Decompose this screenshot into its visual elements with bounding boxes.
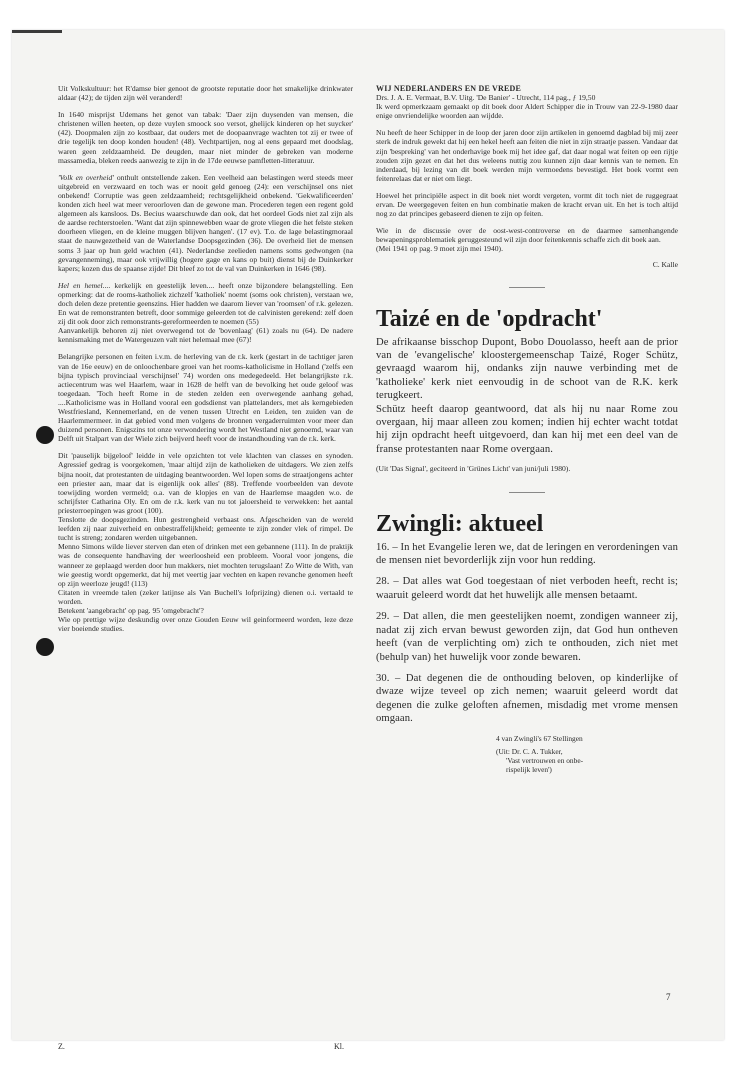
taize-paragraph-2: Schütz heeft daarop geantwoord, dat als hij nu naar Rome zou overgaan, hij maar alleen zou komen; indien hij echter wacht totdat hij zijn opdracht heeft uitgevoerd, dan kan hij met een deel van de franse protestanten naar Rome overgaan. [376, 403, 678, 455]
taize-section [376, 306, 678, 474]
footer-left-initial: Z. [58, 1042, 65, 1051]
credit-line-3: 'Vast vertrouwen en onbe- [506, 756, 584, 766]
zwingli-thesis-28: 28. – Dat alles wat God toegestaan of niet verboden heeft, recht is; waaruit geleerd wordt dat het huwelijk alle mensen betaamt. [376, 576, 678, 601]
punch-hole-top [36, 426, 54, 444]
section-title-hel-en-hemel: Hel en hemel [58, 280, 103, 290]
left-column [58, 84, 353, 641]
zwingli-thesis-29: 29. – Dat allen, die men geestelijken noemt, zondigen wanneer zij, nadat zij zich ervan bewust geworden zijn, dat God hun ontheven heeft (van de verplichting om) zich te onthouden, zich niet met (behulp van) het huwelijk voor zonde bewaren. [376, 611, 678, 663]
page-number: 7 [666, 992, 671, 1002]
paragraph-citaten: Citaten in vreemde talen (zeker latijnse als Van Buchell's lofprijzing) dienen o.i. vertaald te worden. [58, 587, 353, 606]
review-meta: Drs. J. A. E. Vermaat, B.V. Uitg. 'De Banier' - Utrecht, 114 pag., ƒ 19,50 [376, 93, 596, 103]
taize-paragraph-1: De afrikaanse bisschop Dupont, Bobo Douolasso, heeft aan de prior van de 'evangelische' kloostergemeenschap Taizé, Roger Schütz, gevraagd waarom hij, ondanks zijn nauwe verbinding met de 'katholieke' kerk niet eenvoudig in de schoot van de R.K. kerk terugkeert. [376, 336, 678, 402]
review-paragraph-3: Hoewel het principiële aspect in dit boek niet wordt vergeten, vormt dit toch niet de ruggegraat ervan. De weergegeven feiten en hun combinatie maken de kracht ervan uit. En het is toch altijd nog zo dat principes gebaseerd dienen te zijn op feiten. [376, 190, 678, 219]
separator-line-2 [509, 492, 545, 493]
zwingli-section [376, 511, 678, 775]
paragraph-doopsgezinden: Tenslotte de doopsgezinden. Hun gestrengheid verbaast ons. Afgescheiden van de wereld leefden zij naar zuiverheid en onbestraffelijkheid; gemeente te zijn zonder vlek of rimpel. De tucht is streng; zondaren werden uitgebannen. [58, 515, 353, 543]
zwingli-thesis-16: 16. – In het Evangelie leren we, dat de leringen en verordeningen van de mensen niet bevorderlijk zijn voor hun redding. [376, 541, 678, 567]
paragraph-pauselijk-bijgeloof: Dit 'pauselijk bijgeloof' leidde in vele opzichten tot vele klachten van classes en synoden. Agressief gedrag is voorgekomen, 'maar altijd zijn de katholieken de uitdagers. We zien zelfs bijna nooit, dat protestanten de uitdaging beantwoorden. Wel lopen soms de straatjongens achter een priester aan, maar dat is eigenlijk ook alles' (88). Treffende voorbeelden van devote toewijding worden vermeld; o.a. van de klopjes en van de Haarlemse maagden w.o. de schrijfster Catharina Oly. En om de r.k. kerk van nu tot jaloersheid te verwekken: het aantal priesterroepingen was groot (100). [58, 451, 353, 515]
paragraph-volk-body: onthult ontstellende zaken. Een veelheid aan belastingen werd steeds meer uitgebreid en verzwaard en toch was er nooit geld genoeg (24): een verschijnsel ons niet onbekend! Corruptie was geen zeldzaamheid; rechtsgelijkheid onbekend. 'Gekwalificeerden' konden zich heel wat meer veroorloven dan de gewone man. Procederen tegen een regent gold algemeen als kansloos. Ds. Becius waarschuwde dan ook, dat het oordeel Gods niet zal zijn als de aardse rechterstoelen. 'Want dat zijn spinnewebben waar de grote vliegen die het felste steken doorheen vliegen, en de kleine muggen blijven hangen'. (17 ev). T.o. de lage belastingmoraal staat de nauwgezetheid van de Waterlandse Doopsgezinden (36). De overheid liet de mensen soms 3 jaar op hun geld wachten (41). Nederlandse zeelieden namens soms gedwongen (na gevangenneming), maar ook vrijwillig (hogere gage en kans op buit) dienst bij de Duinkerker kapers; kozen dus de spaanse zijde! Dit bleef zo tot de val van Duinkerken in 1646 (98). [58, 172, 353, 273]
taize-heading: Taizé en de 'opdracht' [376, 305, 603, 332]
footer-right-initial: Kl. [334, 1042, 344, 1051]
review-section [376, 84, 678, 269]
separator-line [509, 287, 545, 288]
taize-citation: (Uit 'Das Signal', geciteerd in 'Grünes Licht' van juni/juli 1980). [376, 464, 571, 474]
paragraph-hel-en-hemel [58, 281, 353, 326]
credit-line-4: rispelijk leven') [506, 765, 552, 775]
zwingli-thesis-30: 30. – Dat degenen die de onthouding beloven, op kinderlijke of dwaze wijze teveel op zich nemen; waaruit geleerd wordt dat degenen die zulke geloften afnemen, misdadig met vrome mensen omgaan. [376, 672, 678, 725]
paragraph-aanvankelijk: Aanvankelijk behoren zij niet overwegend tot de 'bovenlaag' (61) zoals nu (64). De nadere kennismaking met de Watergeuzen valt niet helemaal mee (67)! [58, 326, 353, 345]
paragraph-hel-body: .... kerkelijk en geestelijk leven.... heeft onze bijzondere belangstelling. Een opmerking: dat de rooms-katholiek zichzelf 'katholiek' noemt (soms ook christen), verstaan we, doch delen deze pretentie geenszins. Hier hadden we daarom liever van 'roomsen' of r.k. gelezen. En wat de remonstranten betreft, door sommige geleerden tot de calvinisten gerekend: zelf doen zij dit ook door zich remonstrants-gereformeerden te noemen (55) [58, 280, 353, 327]
review-paragraph-1: Ik werd opmerkzaam gemaakt op dit boek door Aldert Schipper die in Trouw van 22-9-1980 daar enige onvriendelijke woorden aan wijdde. [376, 102, 678, 121]
zwingli-heading: Zwingli: aktueel [376, 510, 544, 537]
paragraph-betekent: Betekent 'aangebracht' op pag. 95 'omgebracht'? [58, 605, 204, 615]
page-sheet [12, 30, 724, 1051]
credit-line-1: 4 van Zwingli's 67 Stellingen [496, 733, 583, 743]
review-paragraph-4: Wie in de discussie over de oost-west-controverse en de daarmee samenhangende bewapeningsproblematiek geruggesteund wil zijn door feitenkennis schaffe zich dit boek aan. [376, 226, 678, 245]
section-title-volk-en-overheid: 'Volk en overheid' [58, 172, 114, 182]
paragraph-udemans: In 1640 misprijst Udemans het genot van tabak: 'Daer zijn duysenden van mensen, die christenen willen heeten, op deze vuylen smoock soo versot, ghelijck kinderen op het suycker' (42). Doopmalen zijn zo kostbaar, dat ouders met de doopaanvrage wachten tot zij er twee of drie tegelijk ten doop konden houden! (48). Vechtpartijen, nog al eens gepaard met doodslag, waren geen zeldzaamheid. De deugden, maar niet minder de gebreken van moderne massamedia, bleken reeds aanwezig te zijn in de 17de eeuwse pamfletten-litteratuur. [58, 110, 353, 165]
review-paragraph-5: (Mei 1941 op pag. 9 moet zijn mei 1940). [376, 244, 503, 254]
review-signature: C. Kalle [652, 259, 678, 269]
credit-line-2: (Uit: Dr. C. A. Tukker, [496, 746, 563, 756]
paragraph-conclusion: Wie op prettige wijze deskundig over onze Gouden Eeuw wil geinformeerd worden, leze deze vier boeiende studies. [58, 615, 353, 634]
paragraph-belangrijke-personen: Belangrijke personen en feiten i.v.m. de herleving van de r.k. kerk (gestart in de tachtiger jaren van de 16e eeuw) en de onloochenbare groei van het rooms-katholicisme in Holland ('zelfs een bijna typisch provinciaal verschijnsel' 74) worden ons medegedeeld. Het belangrijkste r.k. actiecentrum was wel Haarlem, waar in 1628 de helft van de bevolking het oude geloof was toegedaan. 'Toch heeft Rome in de steden zelden een overwegende aanhang gehad, ....Katholicisme was in Holland vooral een godsdienst van plattelanders, met als kerngebieden Westfriesland, Kennemerland, en de venen tussen Utrecht en Leiden, ten zuiden van de Haarlemmermeer. in dat gebied vond men volgens de bronnen vergaderruimten voor meer dan duizend personen. Enigszins tot onze verwondering wordt het Westland niet genoemd, waar van Delft uit Stalpart van der Wiele zich beijverd heeft voor de instandhouding van de r.k. kerk. [58, 352, 353, 444]
zwingli-credit [496, 734, 678, 775]
review-title: WIJ NEDERLANDERS EN DE VREDE [376, 84, 522, 93]
paragraph-volk-en-overheid [58, 173, 353, 273]
paragraph-menno-simons: Menno Simons wilde liever sterven dan eten of drinken met een gebannene (111). In de praktijk was de consequente handhaving der weerloosheid een probleem. Vooral voor jongens, die wanneer ze geplaagd werden door hun makkers, niet mochten terugslaan! Zo Witte de With, van wie geestig wordt opgemerkt, dat hij met veertig jaar vechten en kapen revanche genomen heeft op zijn weerloze jeugd! (113) [58, 542, 353, 588]
right-column [376, 84, 678, 775]
corner-mark [12, 30, 62, 33]
review-paragraph-2: Nu heeft de heer Schipper in de loop der jaren door zijn artikelen in genoemd dagblad bij mij zeer sterk de indruk gewekt dat hij een hekel heeft aan feiten die niet in zijn straatje passen. Vandaar dat zijn 'bespreking' van het onderhavige boek mij het idee gaf, dat daar nogal wat feiten op een rijtje zouden zijn gezet en dat het dus weleens nuttig zou kunnen zijn daar kennis van te nemen. En inderdaad, bij lezing van dit boek werden mijn vermoedens bevestigd. Het boek vormt een feitenrelaas dat er niet om liegt. [376, 128, 678, 183]
punch-hole-bottom [36, 638, 54, 656]
paragraph-volkskultuur: Uit Volkskultuur: het R'damse bier genoot de grootste reputatie door het smakelijke drinkwater aldaar (42); de tijden zijn wèl veranderd! [58, 84, 353, 103]
